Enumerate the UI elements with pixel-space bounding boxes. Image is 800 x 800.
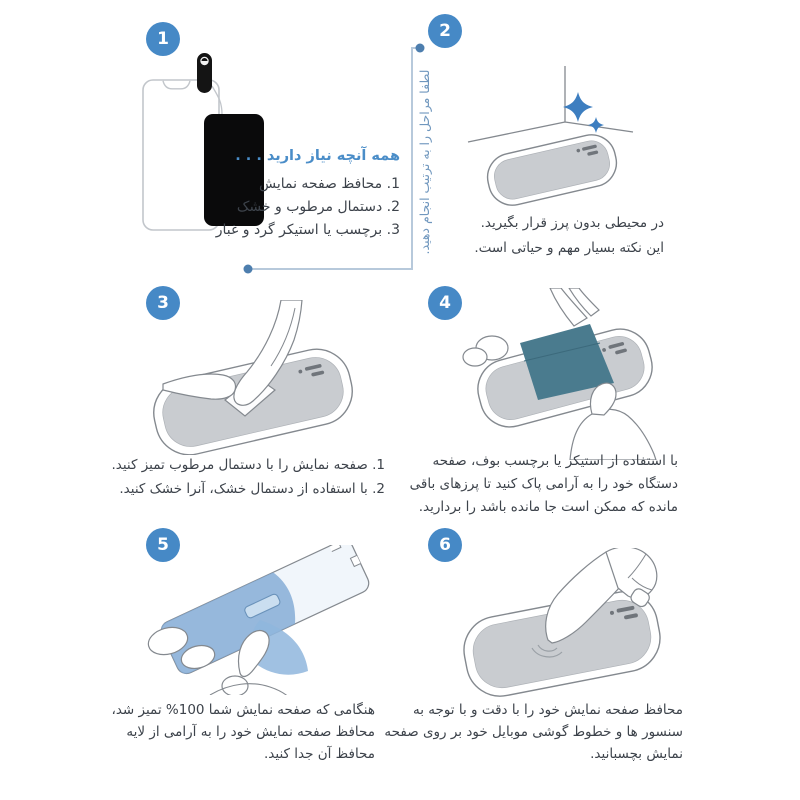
text-line: محافظ صفحه نمایش خود را با دقت و با توجه به bbox=[412, 702, 683, 718]
step-3-caption bbox=[111, 453, 385, 501]
step-5-caption bbox=[111, 699, 375, 765]
step-6-number: 6 bbox=[439, 535, 451, 555]
text-line: دستگاه خود را به آرامی پاک کنید تا پرزهای باقی bbox=[409, 476, 678, 492]
step-2-number: 2 bbox=[439, 21, 451, 41]
text-line: نمایش بچسبانید. bbox=[590, 746, 683, 762]
text-line: در محیطی بدون پرز قرار بگیرید. bbox=[480, 215, 664, 231]
text-line: مانده که ممکن است جا مانده باشد را بردارید. bbox=[418, 499, 678, 515]
step-1-number: 1 bbox=[157, 29, 169, 49]
text-line: با استفاده از استیکر یا برچسب بوف، صفحه bbox=[432, 453, 678, 469]
text-line: سنسور ها و خطوط گوشی موبایل خود بر روی صفحه bbox=[384, 724, 683, 740]
text-line: محافظ آن جدا کنید. bbox=[264, 746, 375, 762]
text-line: 2. دستمال مرطوب و خشک bbox=[236, 199, 400, 215]
sparkle-icon-small bbox=[588, 117, 604, 133]
step-3-number: 3 bbox=[157, 293, 169, 313]
text-line: 1. محافظ صفحه نمایش bbox=[258, 176, 400, 192]
text-line: هنگامی که صفحه نمایش شما 100% تمیز شد، bbox=[111, 702, 375, 718]
step-6-caption bbox=[384, 699, 683, 765]
step-2-illustration bbox=[455, 62, 670, 212]
step-5-illustration bbox=[140, 545, 390, 695]
sparkle-icon-large bbox=[563, 92, 593, 122]
phone-flat-icon bbox=[483, 130, 621, 210]
text-line: 1. صفحه نمایش را با دستمال مرطوب تمیز کنید. bbox=[111, 457, 385, 473]
step-2-badge bbox=[428, 14, 462, 48]
step-2-caption bbox=[474, 211, 664, 261]
step-4-caption bbox=[410, 450, 678, 519]
bracket-dot-bottom bbox=[244, 265, 253, 274]
knuckle-icon bbox=[463, 348, 487, 366]
vertical-note: لطفا مراحل را به ترتیب انجام دهید. bbox=[417, 69, 432, 255]
room-corner-icon bbox=[468, 66, 633, 142]
step-1-heading: همه آنچه نیاز دارید . . . bbox=[235, 148, 400, 164]
text-line: 3. برچسب یا استیکر گرد و غبار bbox=[215, 222, 400, 238]
step-4-illustration bbox=[450, 288, 680, 460]
step-4-number: 4 bbox=[439, 293, 451, 313]
step-6-illustration bbox=[450, 548, 690, 710]
step-3-illustration bbox=[135, 300, 390, 455]
text-line: این نکته بسیار مهم و حیاتی است. bbox=[474, 240, 664, 256]
step-5-number: 5 bbox=[157, 535, 169, 555]
step-1-list bbox=[216, 173, 400, 242]
text-line: محافظ صفحه نمایش خود را به آرامی از لایه bbox=[126, 724, 375, 740]
text-line: 2. با استفاده از دستمال خشک، آنرا خشک کنید. bbox=[119, 481, 385, 497]
